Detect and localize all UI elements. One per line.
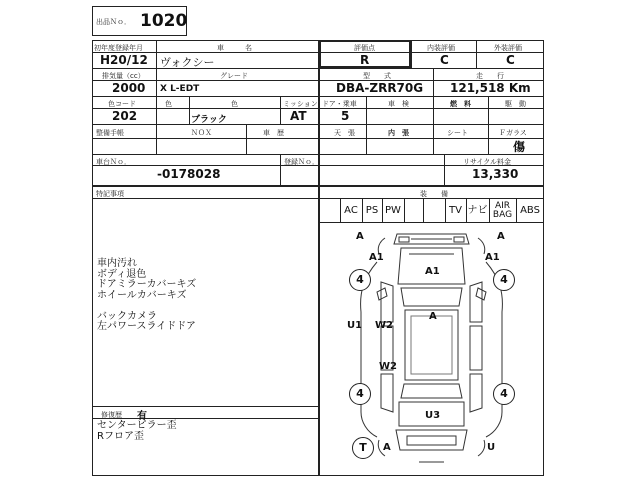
mark-rear-right: U xyxy=(487,442,496,453)
remarks-list xyxy=(97,259,196,333)
ceiling-label: 天 張 xyxy=(334,129,355,137)
nox-label: ＮＯＸ xyxy=(191,129,212,137)
equipment-title: 装 備 xyxy=(420,190,448,198)
mark-left-front-door: W2 xyxy=(375,320,393,331)
history-label: 車 歴 xyxy=(263,129,284,137)
color-code-label: 色コード xyxy=(108,100,136,108)
int-eval-label: 内装評価 xyxy=(427,44,455,52)
recycle-fee-value: 13,330 xyxy=(472,167,519,181)
eval-point-label: 評価点 xyxy=(354,44,375,52)
lot-number-box xyxy=(92,6,187,36)
displacement-value: 2000 xyxy=(112,81,146,95)
remark-line: 車内汚れ xyxy=(97,258,137,269)
remark-line: バックカメラ xyxy=(97,310,157,322)
tire-rear-right-icon: 4 xyxy=(493,383,515,405)
doors-seats-label: ドア・乗車 xyxy=(322,100,357,108)
lot-number: 1020 xyxy=(140,11,188,31)
mark-front-left: A xyxy=(356,231,364,242)
windshield xyxy=(401,288,462,306)
spare-tire-icon: T xyxy=(352,437,374,459)
inspection-label: 車 検 xyxy=(388,100,409,108)
chassis-no-label: 車台Ｎｏ． xyxy=(96,158,131,166)
equip-tv: TV xyxy=(449,205,462,216)
color-code-value: 202 xyxy=(112,109,138,123)
car-diagram xyxy=(319,222,544,476)
repair-history-value: 有 xyxy=(137,411,147,422)
fuel-label: 燃 料 xyxy=(450,100,471,108)
drive-label: 駆 動 xyxy=(505,100,526,108)
mark-left-rear-door: W2 xyxy=(379,361,397,372)
mark-fender-right: A1 xyxy=(485,252,500,263)
remark-line xyxy=(97,301,196,312)
mark-rear-left: A xyxy=(383,442,391,453)
seat-label: シート xyxy=(447,129,468,137)
glass-value: 傷 xyxy=(513,140,526,154)
mission-value: AT xyxy=(290,109,307,123)
equip-pw: PW xyxy=(385,205,401,216)
mileage-label: 走 行 xyxy=(476,72,504,80)
mark-front-right: A xyxy=(497,231,505,242)
reg-no-label: 登録Ｎｏ． xyxy=(284,158,319,166)
model-value: DBA-ZRR70G xyxy=(336,81,424,95)
mirror-left xyxy=(377,288,387,300)
model-label: 型 式 xyxy=(363,72,391,80)
remark-line: ホイールカバーキズ xyxy=(97,289,187,301)
repair-note: Rフロア歪 xyxy=(97,430,144,442)
equip-navi: ナビ xyxy=(467,205,488,216)
displacement-label: 排気量（cc） xyxy=(102,72,145,80)
mileage-value: 121,518 Km xyxy=(450,81,531,95)
doors-seats-value: 5 xyxy=(341,109,350,123)
car-name-value: ヴォクシー xyxy=(160,56,215,69)
interior-label: 内 張 xyxy=(388,129,409,137)
glass-label: Ｆガラス xyxy=(499,129,527,137)
service-book-label: 整備手帳 xyxy=(96,129,124,137)
ext-eval-value: C xyxy=(506,53,515,67)
tire-front-right-icon: 4 xyxy=(493,269,515,291)
remark-line: 左パワースライドドア xyxy=(97,321,196,332)
equip-blank-1 xyxy=(404,200,423,222)
first-reg-value: H20/12 xyxy=(100,53,148,67)
mark-roof: A xyxy=(429,311,437,322)
recycle-fee-label: リサイクル料金 xyxy=(463,158,512,166)
headlight-right xyxy=(454,237,464,242)
remark-line: ドアミラーカバーキズ xyxy=(97,279,197,290)
eval-point-value: R xyxy=(360,53,370,67)
color-label: 色 xyxy=(165,100,172,108)
tire-front-left-icon: 4 xyxy=(349,269,371,291)
repair-note: センターピラー歪 xyxy=(97,420,177,431)
mark-left-side: U1 xyxy=(347,320,363,331)
equip-blank-2 xyxy=(423,200,445,222)
remark-line: ボディ退色 xyxy=(97,268,147,280)
headlight-left xyxy=(399,237,409,242)
repair-notes xyxy=(97,421,177,442)
int-eval-value: C xyxy=(440,53,449,67)
mark-hood: A1 xyxy=(425,266,440,277)
equip-airbag: AIR BAG xyxy=(492,201,513,220)
mark-rear: U3 xyxy=(425,410,441,421)
mirror-right xyxy=(476,288,486,300)
color-value: ブラック xyxy=(191,115,227,125)
color-name-label: 色 xyxy=(231,100,238,108)
first-reg-label: 初年度登録年月 xyxy=(94,44,143,52)
equip-abs: ABS xyxy=(520,205,540,216)
grade-value: X L-EDT xyxy=(160,84,200,94)
equip-ac: AC xyxy=(344,205,358,216)
mark-fender-left: A1 xyxy=(369,252,384,263)
tire-rear-left-icon: 4 xyxy=(349,383,371,405)
mission-label: ミッション xyxy=(283,100,318,108)
remarks-title: 特記事項 xyxy=(96,190,124,198)
equip-ps: PS xyxy=(365,205,379,216)
repair-history-label: 修復歴 xyxy=(101,411,122,419)
car-name-label: 車 名 xyxy=(217,44,252,52)
ext-eval-label: 外装評価 xyxy=(494,44,522,52)
grade-label: グレード xyxy=(220,72,248,80)
lot-number-label: 出品Ｎｏ． xyxy=(96,18,131,26)
rear-window xyxy=(401,384,462,398)
chassis-no-value: -0178028 xyxy=(157,167,221,181)
